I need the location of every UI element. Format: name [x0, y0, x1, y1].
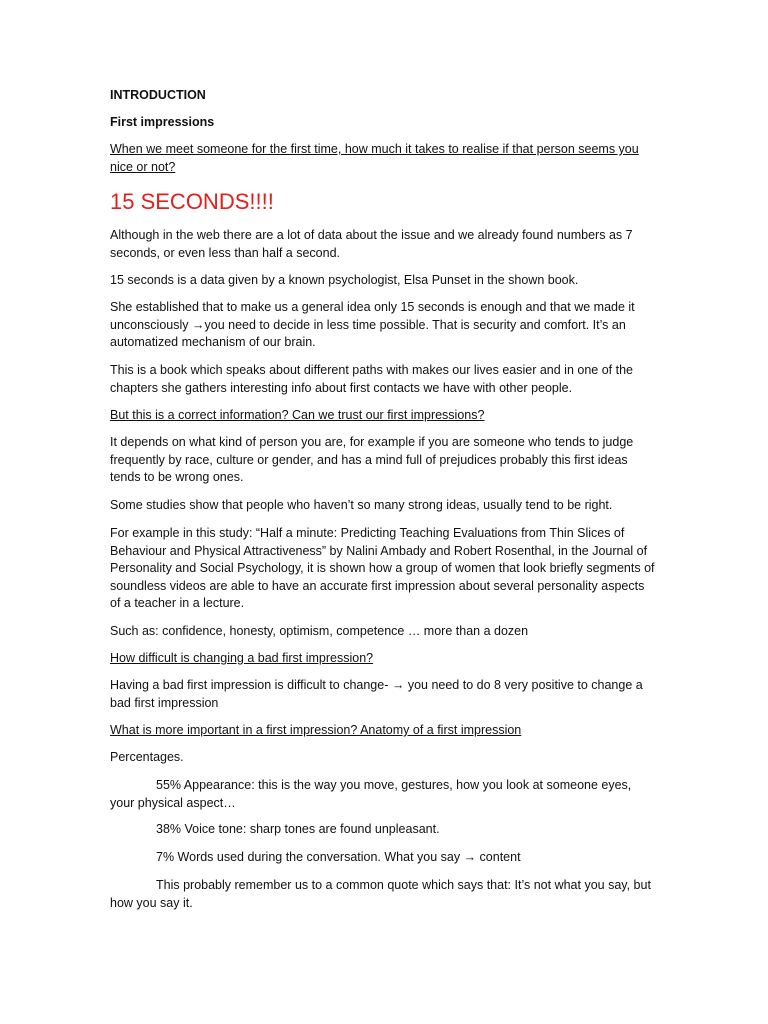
- paragraph-book: This is a book which speaks about different paths with makes our lives easier and in one of the chapters she gathers interesting info about first contacts we have with other people.: [110, 363, 633, 395]
- question-changing: How difficult is changing a bad first impression?: [110, 651, 374, 665]
- percentage-appearance: 55% Appearance: this is the way you move, gestures, how you look at someone eyes, your physical aspect…: [110, 778, 632, 810]
- paragraph-percentages: Percentages.: [110, 750, 184, 764]
- answer-highlight: 15 SECONDS!!!!: [110, 189, 274, 214]
- paragraph-prejudice: It depends on what kind of person you are, for example if you are someone who tends to judge frequently by race, culture or gender, and has a mind full of prejudices probably this first ideas tends to be wrong ones.: [110, 435, 634, 484]
- paragraph-bad-impression: Having a bad first impression is difficult to change- → you need to do 8 very positive to change a bad first impression: [110, 678, 643, 710]
- question-how-long: When we meet someone for the first time, how much it takes to realise if that person seems you nice or not?: [110, 142, 639, 174]
- percentage-voice: 38% Voice tone: sharp tones are found unpleasant.: [156, 822, 440, 836]
- heading: INTRODUCTION: [110, 88, 206, 102]
- paragraph-studies: Some studies show that people who haven’t so many strong ideas, usually tend to be right.: [110, 498, 613, 512]
- question-trust: But this is a correct information? Can we trust our first impressions?: [110, 408, 485, 422]
- percentage-words: 7% Words used during the conversation. What you say → content: [156, 850, 521, 864]
- paragraph-traits: Such as: confidence, honesty, optimism, competence … more than a dozen: [110, 624, 529, 638]
- paragraph-psychologist: 15 seconds is a data given by a known psychologist, Elsa Punset in the shown book.: [110, 273, 579, 287]
- paragraph-web-data: Although in the web there are a lot of data about the issue and we already found numbers as 7 seconds, or even less than half a second.: [110, 228, 633, 260]
- subheading: First impressions: [110, 115, 215, 129]
- question-anatomy: What is more important in a first impression? Anatomy of a first impression: [110, 723, 522, 737]
- paragraph-study-example: For example in this study: “Half a minute: Predicting Teaching Evaluations from Thin Slices of Behaviour and Physical Attractiveness” by Nalini Ambady and Robert Rosenthal, in the Journal of Personality and Social Psychology, it is shown how a group of women that look briefly segments of soundless videos are able to have an accurate first impression about several personality aspects of a teacher in a lecture.: [110, 526, 655, 610]
- paragraph-quote: This probably remember us to a common quote which says that: It’s not what you say, but how you say it.: [110, 878, 651, 910]
- paragraph-unconscious: She established that to make us a general idea only 15 seconds is enough and that we made it unconsciously →you need to decide in less time possible. That is security and comfort. It’s an automatized mechanism of our brain.: [110, 300, 635, 349]
